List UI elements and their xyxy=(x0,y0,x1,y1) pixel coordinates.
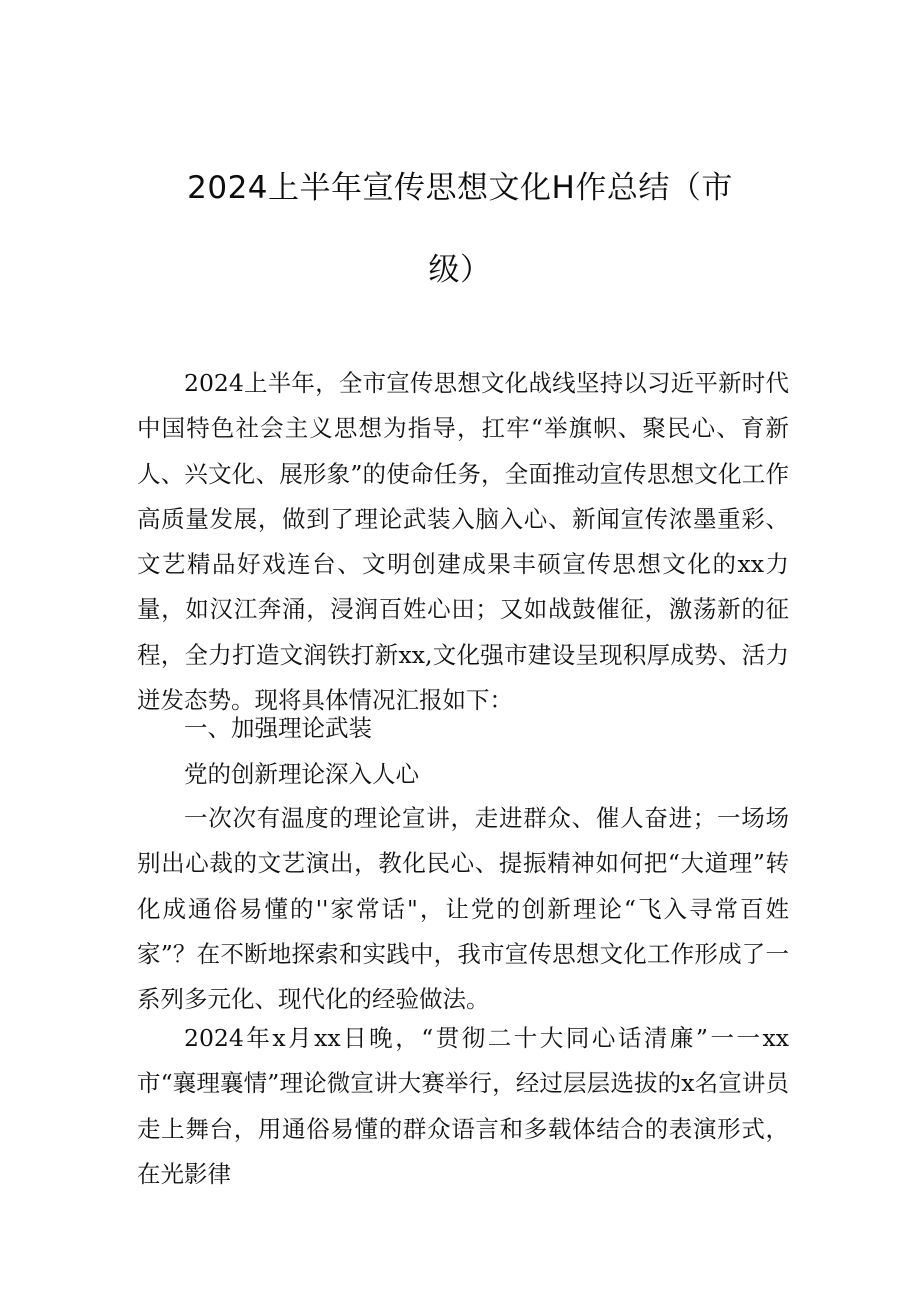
body-paragraph: 一次次有温度的理论宣讲，走进群众、催人奋进；一场场别出心裁的文艺演出，教化民心、提振精神如何把“大道理”转化成通俗易懂的''家常话"，让党的创新理论“飞入寻常百姓家”？在不断地探索和实践中，我市宣传思想文化工作形成了一系列多元化、现代化的经验做法。 xyxy=(137,804,789,1014)
body-paragraph: 2024年x月xx日晚，“贯彻二十大同心话清廉”一一xx市“襄理襄情”理论微宣讲大赛举行，经过层层选拔的x名宣讲员走上舞台，用通俗易懂的群众语言和多载体结合的表演形式，在光影律 xyxy=(137,1024,789,1188)
intro-paragraph: 2024上半年，全市宣传思想文化战线坚持以习近平新时代中国特色社会主义思想为指导，扛牢“举旗帜、聚民心、育新人、兴文化、展形象”的使命任务，全面推动宣传思想文化工作高质量发展，做到了理论武装入脑入心、新闻宣传浓墨重彩、文艺精品好戏连台、文明创建成果丰硕宣传思想文化的xx力量，如汉江奔涌，浸润百姓心田；又如战鼓催征，激荡新的征程，全力打造文润铁打新xx,文化强市建设呈现积厚成势、活力迸发态势。现将具体情况汇报如下： xyxy=(137,369,789,715)
document-title-line-1: 2024上半年宣传思想文化H作总结（市 xyxy=(187,170,733,206)
document-title-line-2: 级） xyxy=(428,252,492,288)
section-subheading: 党的创新理论深入人心 xyxy=(184,760,419,788)
section-heading: 一、加强理论武装 xyxy=(184,714,372,742)
